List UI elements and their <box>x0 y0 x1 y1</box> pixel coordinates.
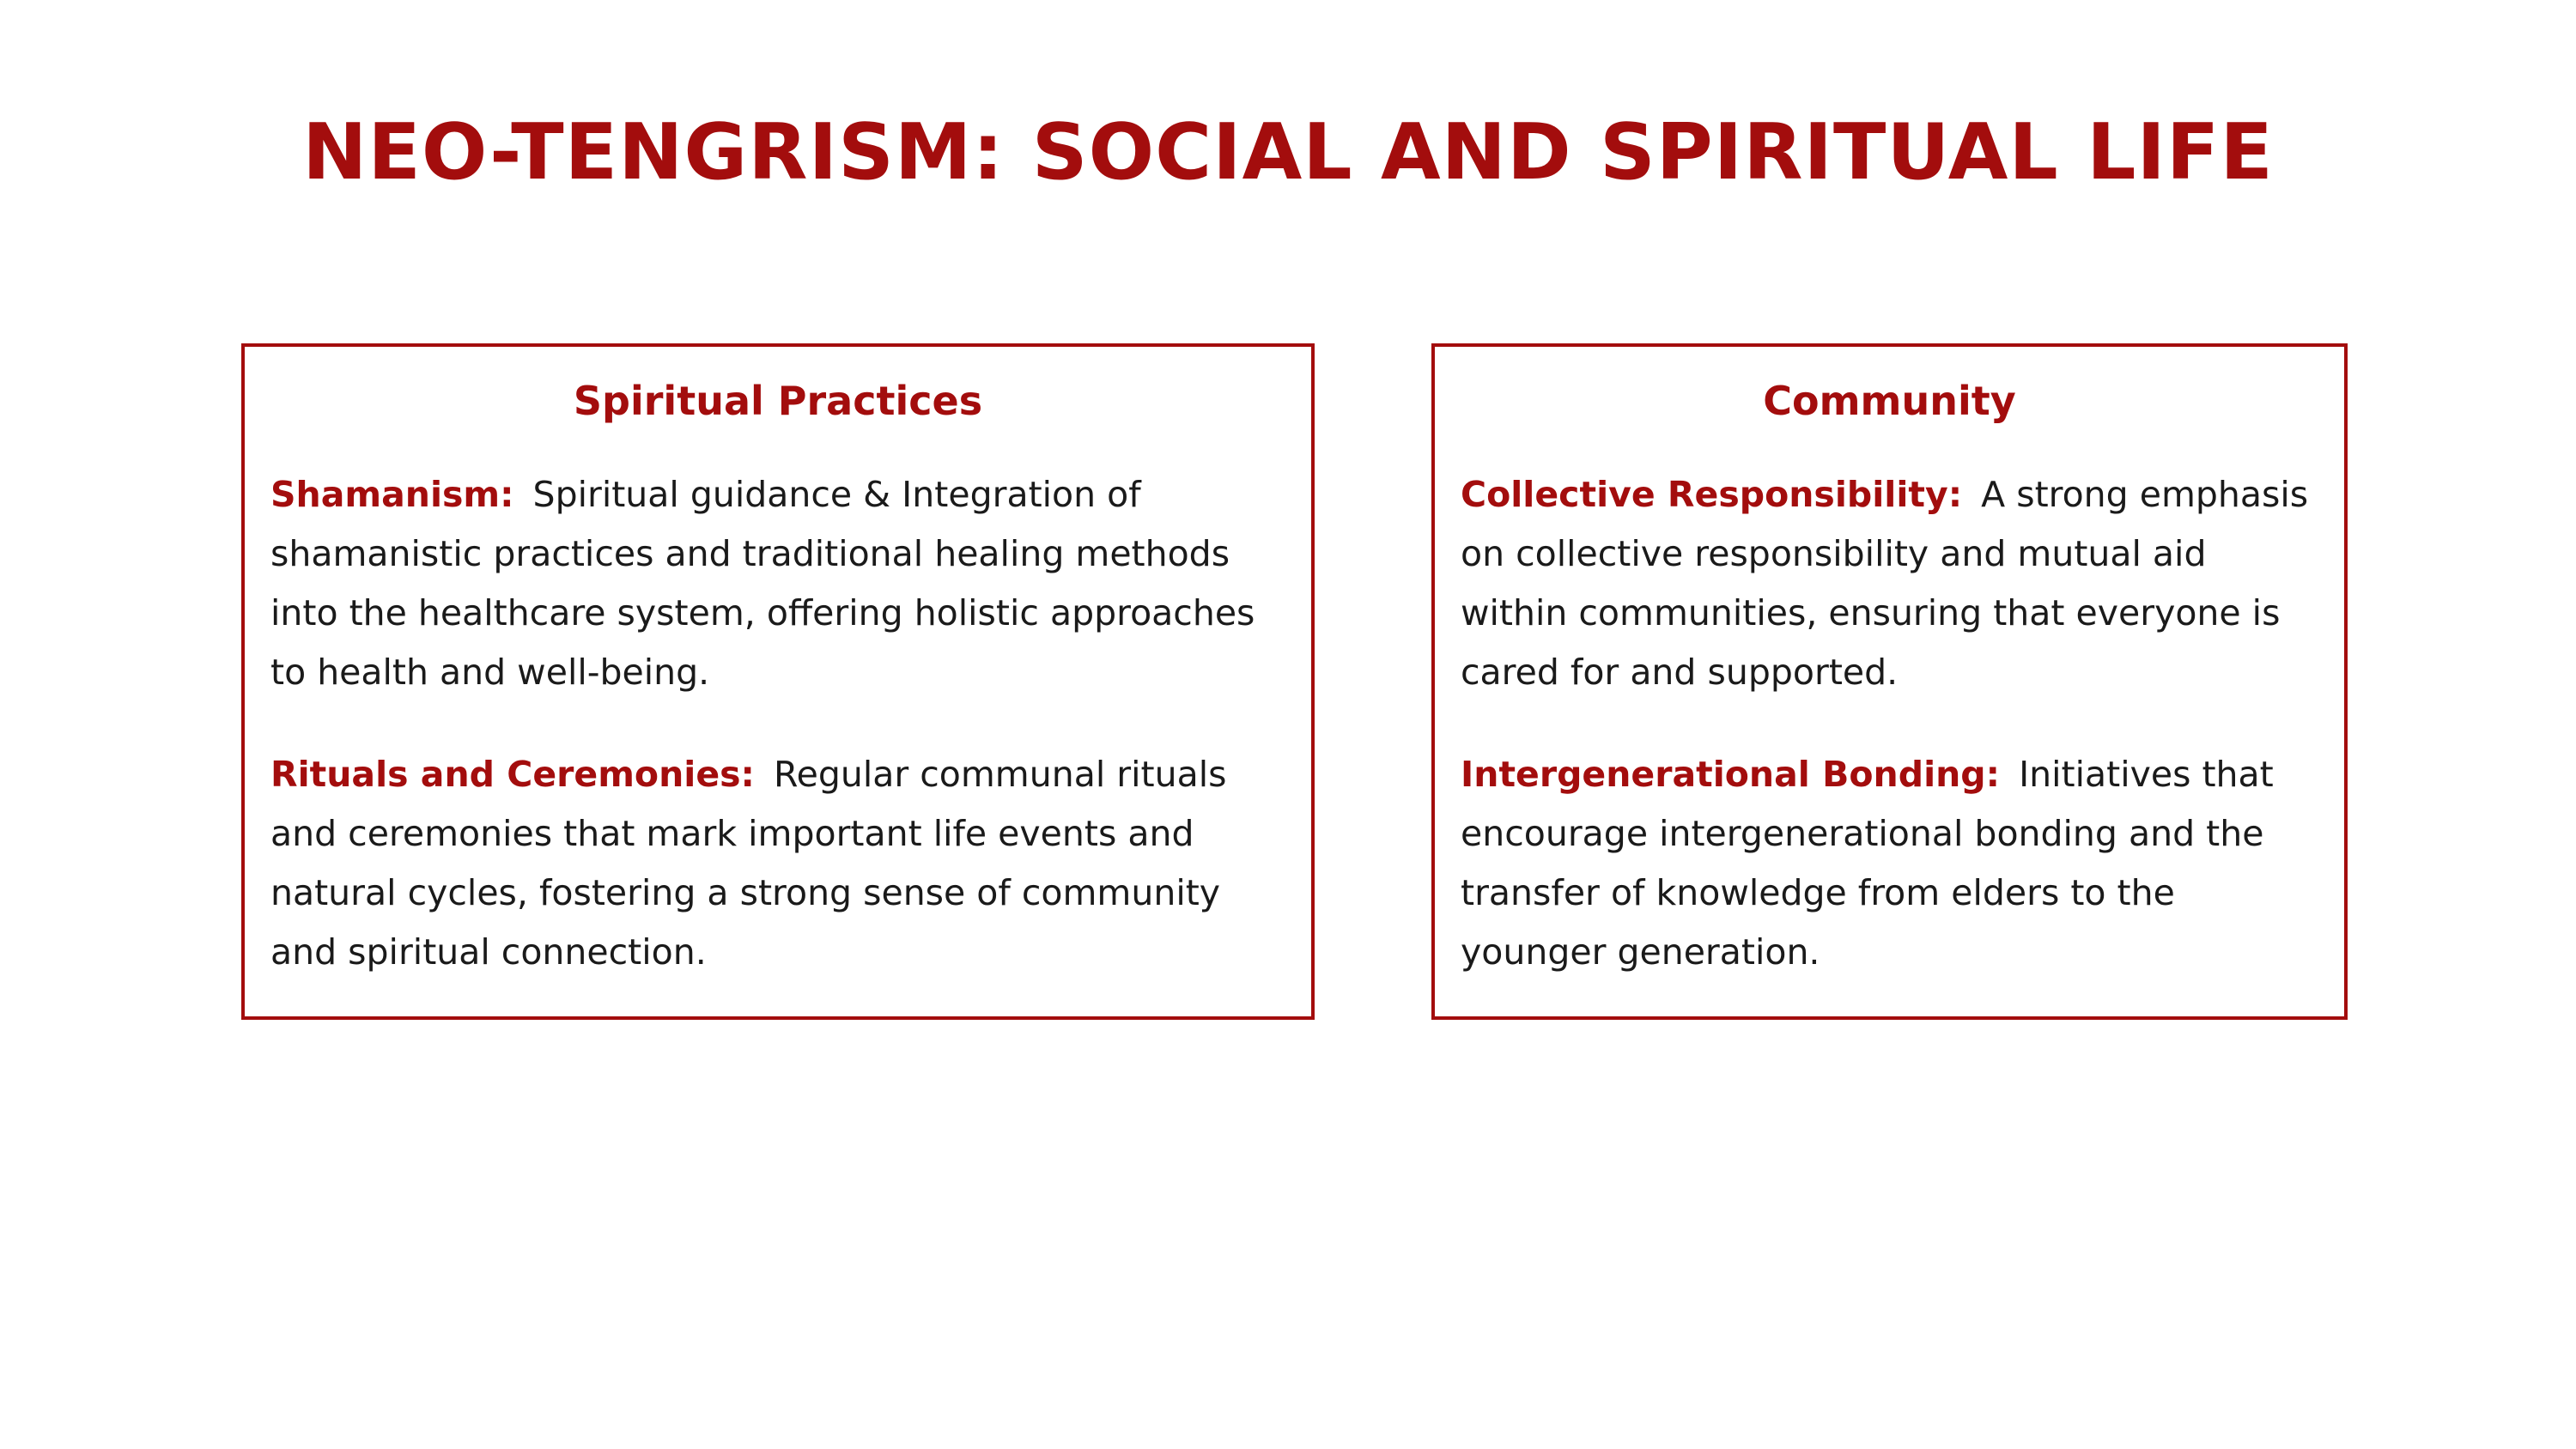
entry-text: Spiritual guidance & Integration of shamanistic practices and traditional healing methods into the healthcare system, offering holistic approaches to health and well-being. <box>270 474 1255 693</box>
entry-text: A strong emphasis on collective responsibility and mutual aid within communities, ensuring that everyone is cared for and supported. <box>1461 474 2309 693</box>
intergenerational-bonding-entry <box>1461 745 2317 982</box>
community-card <box>1431 343 2348 1020</box>
slide-title: NEO-TENGRISM: SOCIAL AND SPIRITUAL LIFE <box>302 107 2274 197</box>
collective-responsibility-entry <box>1461 465 2317 702</box>
shamanism-entry <box>270 465 1284 702</box>
entry-term: Intergenerational Bonding: <box>1461 754 2001 795</box>
card-heading: Spiritual Practices <box>573 378 983 424</box>
card-body <box>245 465 1311 982</box>
rituals-entry <box>270 745 1284 982</box>
entry-term: Collective Responsibility: <box>1461 474 1963 515</box>
card-heading: Community <box>1763 378 2016 424</box>
spiritual-practices-card <box>241 343 1315 1020</box>
card-body <box>1435 465 2344 982</box>
entry-text: Initiatives that encourage intergenerational bonding and the transfer of knowledge from elders to the younger generation. <box>1461 754 2274 973</box>
entry-text: Regular communal rituals and ceremonies that mark important life events and natural cycles, fostering a strong sense of community and spiritual connection. <box>270 754 1227 973</box>
entry-term: Rituals and Ceremonies: <box>270 754 755 795</box>
entry-term: Shamanism: <box>270 474 514 515</box>
